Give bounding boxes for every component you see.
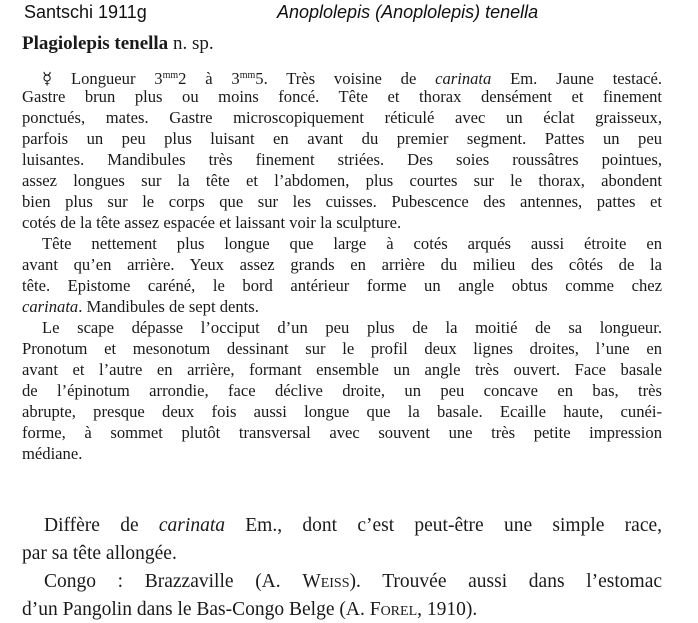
footer-line — [22, 597, 662, 623]
italic-text: carinata — [22, 297, 79, 316]
text-segment: par sa tête allongée. — [22, 543, 177, 564]
description-line — [22, 255, 662, 275]
text-segment: ☿ Longueur 3 — [42, 69, 163, 88]
description-line — [22, 276, 662, 296]
text-segment: tête. Epistome caréné, le bord antérieur forme un angle obtus comme chez — [22, 276, 662, 295]
text-segment: avant qu’en arrière. Yeux assez grands en arrière du milieu des côtés de la — [22, 255, 662, 274]
description-line — [22, 339, 662, 359]
description-line — [22, 297, 662, 317]
smallcaps-text: Forel — [369, 599, 418, 620]
text-segment: , 1910). — [417, 599, 478, 620]
description-line — [22, 360, 662, 380]
species-title — [22, 33, 214, 55]
text-segment: Le scape dépasse l’occiput d’un peu plus de la moitié de sa longueur. — [42, 318, 662, 337]
text-segment: ponctués, mates. Gastre microscopiquement réticulé avec un éclat graisseux, — [22, 108, 662, 127]
description-line — [22, 444, 662, 464]
description-line — [22, 192, 662, 212]
smallcaps-text: Weiss — [302, 571, 350, 592]
superscript-text: mm — [162, 70, 179, 81]
text-segment: Tête nettement plus longue que large à cotés arqués aussi étroite en — [42, 234, 662, 253]
text-segment: 2 à 3 — [178, 69, 240, 88]
footer-line — [22, 569, 662, 595]
description-line — [22, 402, 662, 422]
description-line — [22, 87, 662, 107]
footer-line — [22, 513, 662, 539]
text-segment: parfois un peu plus luisant en avant du premier segment. Pattes un peu — [22, 129, 662, 148]
text-segment: cotés de la tête assez espacée et laissant voir la sculpture. — [22, 213, 402, 232]
text-segment: avant et l’autre en arrière, formant ensemble un angle très ouvert. Face basale — [22, 360, 662, 379]
text-segment: . Mandibules de sept dents. — [78, 297, 259, 316]
description-line — [22, 108, 662, 128]
description-line — [22, 423, 662, 443]
text-segment: Em. Jaune testacé. — [491, 69, 662, 88]
text-segment: Diffère de — [44, 515, 159, 536]
text-segment: bien plus sur le corps que sur les cuisses. Pubescence des antennes, pattes et — [22, 192, 662, 211]
description-line — [22, 381, 662, 401]
species-suffix: n. sp. — [172, 33, 214, 54]
text-segment: luisantes. Mandibules très finement striées. Des soies roussâtres pointues, — [22, 150, 662, 169]
italic-text: carinata — [435, 69, 492, 88]
text-segment: d’un Pangolin dans le Bas-Congo Belge (A. — [22, 599, 370, 620]
description-line — [22, 171, 662, 191]
text-segment: Em., dont c’est peut-être une simple race, — [225, 515, 663, 536]
italic-text: carinata — [158, 515, 225, 536]
description-line — [22, 234, 662, 254]
footer-line — [22, 541, 662, 567]
species-name: Plagiolepis tenella — [22, 33, 169, 54]
taxon-header: Anoplolepis (Anoplolepis) tenella — [277, 2, 539, 22]
superscript-text: mm — [239, 70, 256, 81]
description-line — [22, 150, 662, 170]
citation-header: Santschi 1911g — [24, 2, 147, 22]
description-line — [22, 318, 662, 338]
text-segment: Gastre brun plus ou moins foncé. Tête et thorax densément et finement — [22, 87, 662, 106]
text-segment: médiane. — [22, 444, 83, 463]
text-segment: assez longues sur la tête et l’abdomen, plus courtes sur le thorax, abondent — [22, 171, 662, 190]
text-segment: de l’épinotum arrondie, face déclive droite, un peu concave en bas, très — [22, 381, 662, 400]
text-segment: abrupte, presque deux fois aussi longue que la basale. Ecaille haute, cunéi- — [22, 402, 662, 421]
text-segment: ). Trouvée aussi dans l’estomac — [349, 571, 663, 592]
text-segment: forme, à sommet plutôt transversal avec souvent une très petite impression — [22, 423, 662, 442]
text-segment: 5. Très voisine de — [255, 69, 436, 88]
description-line — [22, 213, 662, 233]
text-segment: Congo : Brazzaville (A. — [44, 571, 303, 592]
description-line — [22, 66, 662, 89]
text-segment: Pronotum et mesonotum dessinant sur le profil deux lignes droites, l’une en — [22, 339, 662, 358]
description-line — [22, 129, 662, 149]
